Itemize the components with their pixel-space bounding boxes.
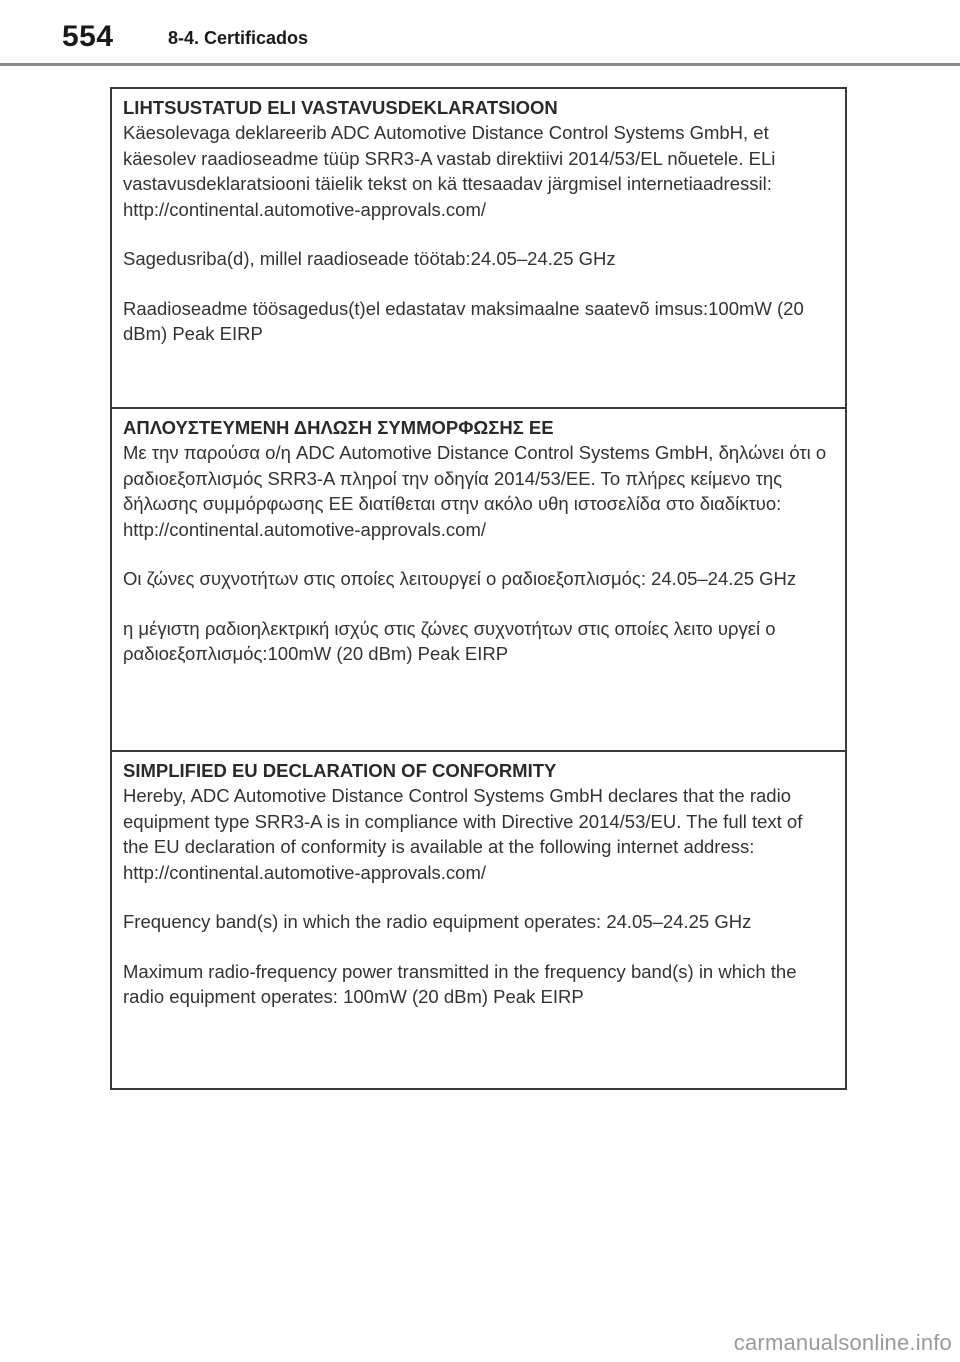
declaration-greek xyxy=(112,407,845,750)
declaration-url: http://continental.automotive-approvals.com/ xyxy=(123,861,486,883)
declaration-frequency: Οι ζώνες συχνοτήτων στις οποίες λειτουργεί ο ραδιοεξοπλισμός: 24.05–24.25 GHz xyxy=(123,568,797,589)
declaration-english xyxy=(112,750,845,1090)
declaration-heading: SIMPLIFIED EU DECLARATION OF CONFORMITY xyxy=(123,760,557,781)
declaration-url: http://continental.automotive-approvals.com/ xyxy=(123,198,486,220)
declaration-power: η μέγιστη ραδιοηλεκτρική ισχύς στις ζώνες συχνοτήτων στις οποίες λειτο υργεί ο ραδιοεξοπλισμός:100mW (20 dBm) Peak EIRP xyxy=(123,617,776,664)
page-header xyxy=(0,0,960,66)
header-divider xyxy=(0,63,960,66)
declaration-frequency: Frequency band(s) in which the radio equipment operates: 24.05–24.25 GHz xyxy=(123,911,752,932)
declaration-body: Hereby, ADC Automotive Distance Control Systems GmbH declares that the radio equipment type SRR3-A is in compliance with Directive 2014/53/EU. The full text of the EU declaration of conformity is available at the following internet address: xyxy=(123,785,803,857)
declarations-box xyxy=(110,87,847,1090)
declaration-body: Με την παρούσα ο/η ADC Automotive Distance Control Systems GmbH, δηλώνει ότι ο ραδιοεξοπλισμός SRR3-A πληροί την οδηγία 2014/53/ΕΕ. Το πλήρες κείμενο της δήλωσης συμμόρφωσης ΕΕ διατίθεται στην ακόλο υθη ιστοσελίδα στο διαδίκτυο: xyxy=(123,442,827,514)
section-title: 8-4. Certificados xyxy=(168,28,309,48)
declaration-frequency: Sagedusriba(d), millel raadioseade töötab:24.05–24.25 GHz xyxy=(123,248,616,269)
page-number: 554 xyxy=(62,20,114,53)
watermark-text: carmanualsonline.info xyxy=(733,1330,952,1355)
declaration-heading: LIHTSUSTATUD ELI VASTAVUSDEKLARATSIOON xyxy=(123,97,558,118)
declaration-power: Raadioseadme töösagedus(t)el edastatav maksimaalne saatevõ imsus:100mW (20 dBm) Peak EIRP xyxy=(123,297,804,344)
declaration-url: http://continental.automotive-approvals.com/ xyxy=(123,518,486,540)
declaration-estonian xyxy=(112,89,845,407)
declaration-body: Käesolevaga deklareerib ADC Automotive Distance Control Systems GmbH, et käesolev raadioseadme tüüp SRR3-A vastab direktiivi 2014/53/EL nõuetele. ELi vastavusdeklaratsiooni täielik tekst on kä ttesaadav järgmisel internetiaadressil: xyxy=(123,122,776,194)
declaration-heading: ΑΠΛΟΥΣΤΕΥΜΕΝΗ ΔΗΛΩΣΗ ΣΥΜΜΟΡΦΩΣΗΣ ΕΕ xyxy=(123,417,554,438)
declaration-power: Maximum radio-frequency power transmitted in the frequency band(s) in which the radio equipment operates: 100mW (20 dBm) Peak EIRP xyxy=(123,960,797,1007)
